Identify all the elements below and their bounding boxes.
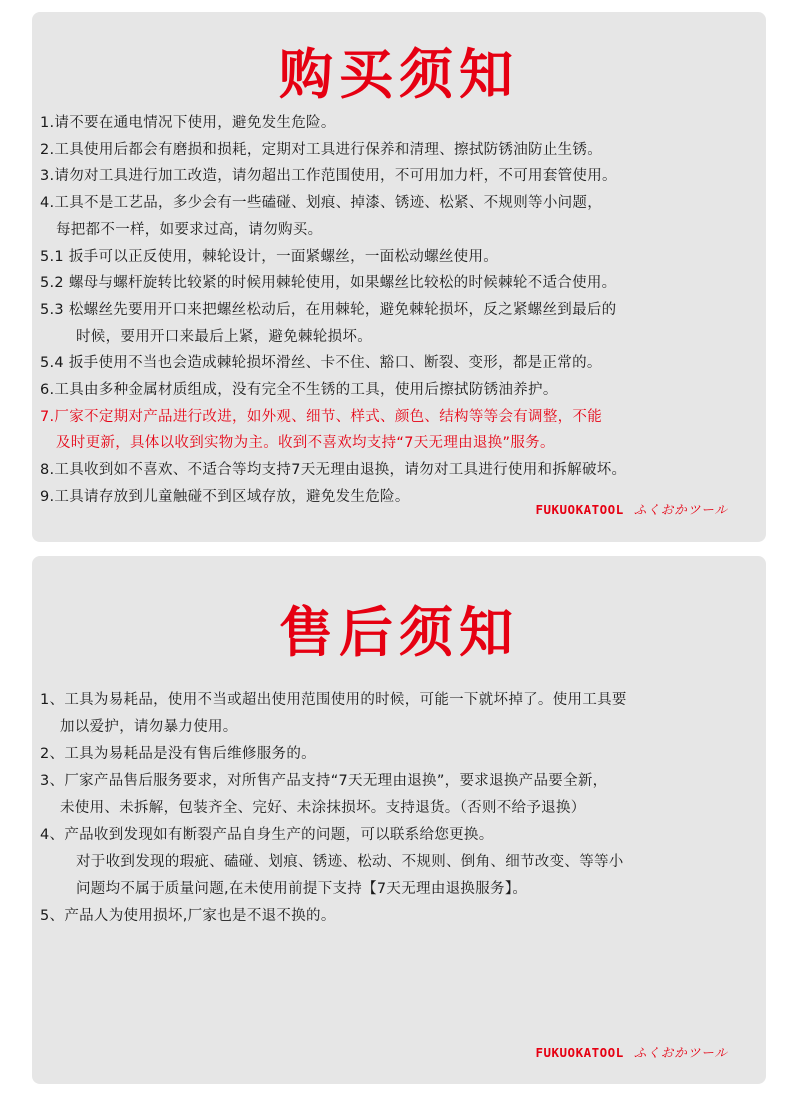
item-line: 5.2 螺母与螺杆旋转比较紧的时候用棘轮使用，如果螺丝比较松的时候棘轮不适合使用。 bbox=[40, 275, 617, 292]
item-line-continued: 未使用、未拆解，包装齐全、完好、未涂抹损坏。支持退货。（否则不给予退换） bbox=[60, 800, 586, 816]
item-line-continued: 时候，要用开口来最后上紧，避免棘轮损坏。 bbox=[76, 328, 372, 345]
item-line: 5、产品人为使用损坏,厂家也是不退不换的。 bbox=[40, 908, 336, 924]
list-item bbox=[40, 768, 760, 822]
list-item bbox=[40, 457, 760, 484]
list-item bbox=[40, 741, 760, 768]
brand-name-en: FUKUOKATOOL bbox=[535, 1045, 624, 1060]
aftersales-notice-list bbox=[40, 687, 760, 930]
brand-name-jp: ふくおかツール bbox=[633, 502, 728, 517]
list-item bbox=[40, 163, 760, 190]
item-line: 1.请不要在通电情况下使用，避免发生危险。 bbox=[40, 115, 336, 131]
list-item bbox=[40, 822, 760, 903]
item-line: 5.4 扳手使用不当也会造成棘轮损坏滑丝、卡不住、豁口、断裂、变形，都是正常的。 bbox=[40, 355, 602, 372]
list-item bbox=[40, 350, 760, 377]
item-line: 4、产品收到发现如有断裂产品自身生产的问题，可以联系给您更换。 bbox=[40, 827, 494, 843]
item-line-continued: 对于收到发现的瑕疵、磕碰、划痕、锈迹、松动、不规则、倒角、细节改变、等等小 bbox=[76, 854, 624, 870]
item-line: 6.工具由多种金属材质组成，没有完全不生锈的工具，使用后擦拭防锈油养护。 bbox=[40, 382, 558, 399]
item-line: 3.请勿对工具进行加工改造，请勿超出工作范围使用，不可用加力杆，不可用套管使用。 bbox=[40, 168, 617, 185]
aftersales-notice-panel bbox=[32, 556, 766, 1084]
item-line: 2.工具使用后都会有磨损和损耗，定期对工具进行保养和清理、擦拭防锈油防止生锈。 bbox=[40, 141, 603, 158]
list-item bbox=[40, 270, 760, 297]
purchase-notice-title: 购买须知 bbox=[279, 43, 519, 106]
brand-signature bbox=[535, 500, 728, 518]
item-line-continued: 加以爱护，请勿暴力使用。 bbox=[60, 719, 238, 735]
list-item bbox=[40, 377, 760, 404]
brand-name-jp: ふくおかツール bbox=[633, 1045, 728, 1060]
item-line: 3、厂家产品售后服务要求，对所售产品支持“7天无理由退换”，要求退换产品要全新， bbox=[40, 773, 608, 789]
item-line: 9.工具请存放到儿童触碰不到区域存放，避免发生危险。 bbox=[40, 488, 410, 505]
purchase-notice-list bbox=[40, 110, 760, 511]
list-item bbox=[40, 110, 760, 137]
item-line: 8.工具收到如不喜欢、不适合等均支持7天无理由退换，请勿对工具进行使用和拆解破坏。 bbox=[40, 462, 627, 479]
list-item bbox=[40, 297, 760, 350]
item-line: 7.厂家不定期对产品进行改进，如外观、细节、样式、颜色、结构等等会有调整，不能 bbox=[40, 408, 603, 425]
item-line-continued: 每把都不一样，如要求过高，请勿购买。 bbox=[56, 221, 323, 238]
list-item bbox=[40, 137, 760, 164]
item-line: 1、工具为易耗品，使用不当或超出使用范围使用的时候，可能一下就坏掉了。使用工具要 bbox=[40, 692, 627, 708]
aftersales-notice-title: 售后须知 bbox=[279, 601, 519, 664]
item-line: 4.工具不是工艺品，多少会有一些磕碰、划痕、掉漆、锈迹、松紧、不规则等小问题， bbox=[40, 195, 603, 212]
item-line: 5.3 松螺丝先要用开口来把螺丝松动后，在用棘轮，避免棘轮损坏，反之紧螺丝到最后的 bbox=[40, 301, 617, 318]
list-item-highlighted bbox=[40, 404, 760, 457]
brand-name-en: FUKUOKATOOL bbox=[535, 502, 624, 517]
purchase-notice-panel bbox=[32, 12, 766, 542]
list-item bbox=[40, 244, 760, 271]
item-line-continued: 及时更新，具体以收到实物为主。收到不喜欢均支持“7天无理由退换”服务。 bbox=[56, 435, 555, 452]
item-line: 5.1 扳手可以正反使用，棘轮设计，一面紧螺丝，一面松动螺丝使用。 bbox=[40, 248, 499, 265]
item-line: 2、工具为易耗品是没有售后维修服务的。 bbox=[40, 746, 316, 762]
list-item bbox=[40, 687, 760, 741]
brand-signature bbox=[535, 1043, 728, 1061]
item-line-continued: 问题均不属于质量问题,在未使用前提下支持【7天无理由退换服务】。 bbox=[76, 881, 528, 897]
list-item bbox=[40, 903, 760, 930]
list-item bbox=[40, 190, 760, 243]
